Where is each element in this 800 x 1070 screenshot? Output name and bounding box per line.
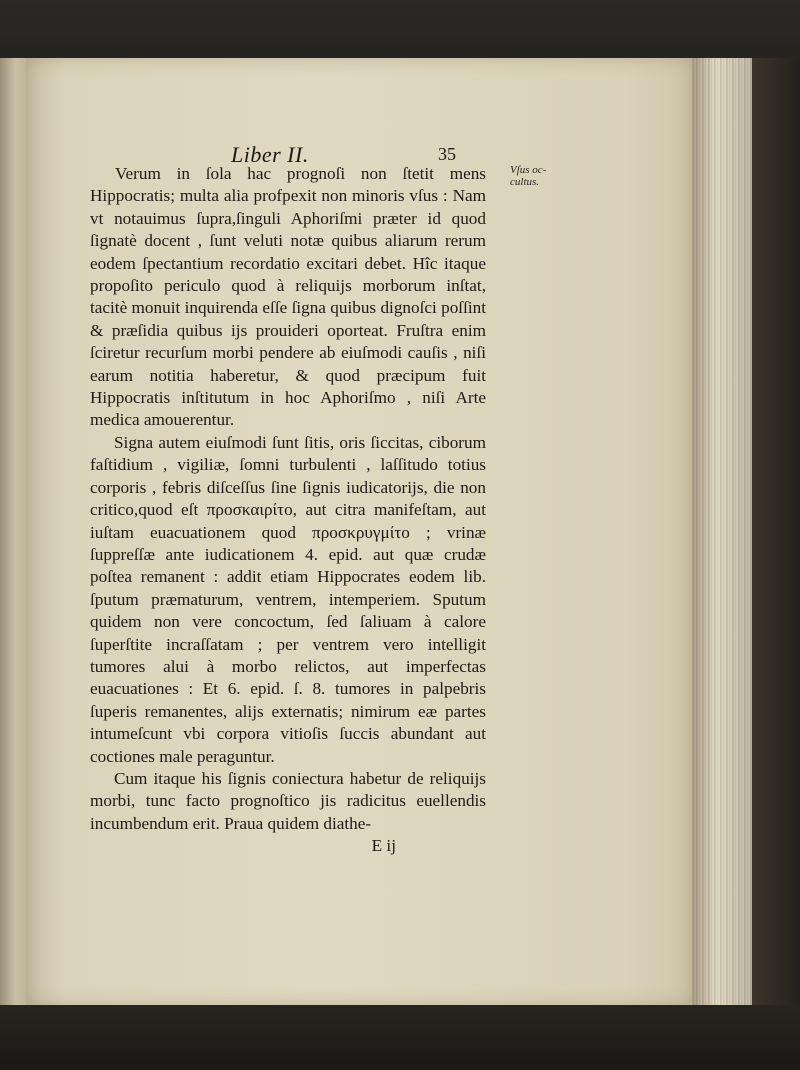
paragraph-2: Signa autem eiuſmodi ſunt ſitis, oris ſiccitas, ciborum faſtidium , vigiliæ, ſomni turbulenti , laſſitudo totius corporis , febris diſceſſus ſine ſignis iudicatorijs, die non critico,quod eſt πρoσκαιρίτο, aut citra manifeſtam, aut iuſtam euacuationem quod πρoσκρυγμίτο ; vrinæ ſuppreſſæ ante iudicationem 4. epid. aut quæ crudæ poſtea remanent : addit etiam Hippocrates eodem lib. ſputum præmaturum, ventrem, intemperiem. Sputum quidem non vere concoctum, ſed ſaliuam à calore ſuperſtite incraſſatam ; per ventrem vero intelligit tumores alui à morbo relictos, aut imperfectas euacuationes : Et 6. epid. ſ. 8. tumores in palpebris ſuperis remanentes, alijs externatis; nimirum eæ partes intumeſcunt vbi corpora vitioſis ſuccis abundant aut coctiones male peraguntur. <box>90 432 486 766</box>
running-head: Liber II. <box>231 142 309 167</box>
previous-page-edge <box>0 58 27 1013</box>
page-block-edge <box>692 58 752 1006</box>
catchword: E ij <box>371 836 396 856</box>
paragraph-1: Verum in ſola hac prognoſi non ſtetit mens Hippocratis; multa alia profpexit non minoris vſus : Nam vt notauimus ſupra,ſinguli Aphoriſmi præter id quod ſignatè docent , ſunt veluti notæ quibus aliarum rerum eodem ſpectantium recordatio excitari debet. Hîc itaque propoſito periculo quod à reliquijs morborum inſtat, tacitè monuit inquirenda eſſe ſigna quibus dignoſci poſſint & præſidia quibus ijs prouideri oporteat. Fruſtra enim ſciretur recurſum morbi pendere ab eiuſmodi cauſis , niſi earum notitia haberetur, & quod præcipum fuit Hippocratis inſtitutum in hoc Aphoriſmo , niſi Arte medica amouerentur. <box>90 164 486 430</box>
paragraph-3: Cum itaque his ſignis coniectura habetur de reliquijs morbi, tunc facto prognoſtico jis radicitus euellendis incumbendum erit. Praua quidem diathe- <box>90 768 486 833</box>
backdrop-bottom <box>0 1005 800 1070</box>
book-page <box>26 58 692 1006</box>
body-text <box>90 163 486 858</box>
marginal-note: Vſus oc-cultus. <box>510 164 547 188</box>
backdrop-top <box>0 0 800 62</box>
book-cover-shadow <box>752 58 800 1006</box>
page-number: 35 <box>438 144 456 164</box>
